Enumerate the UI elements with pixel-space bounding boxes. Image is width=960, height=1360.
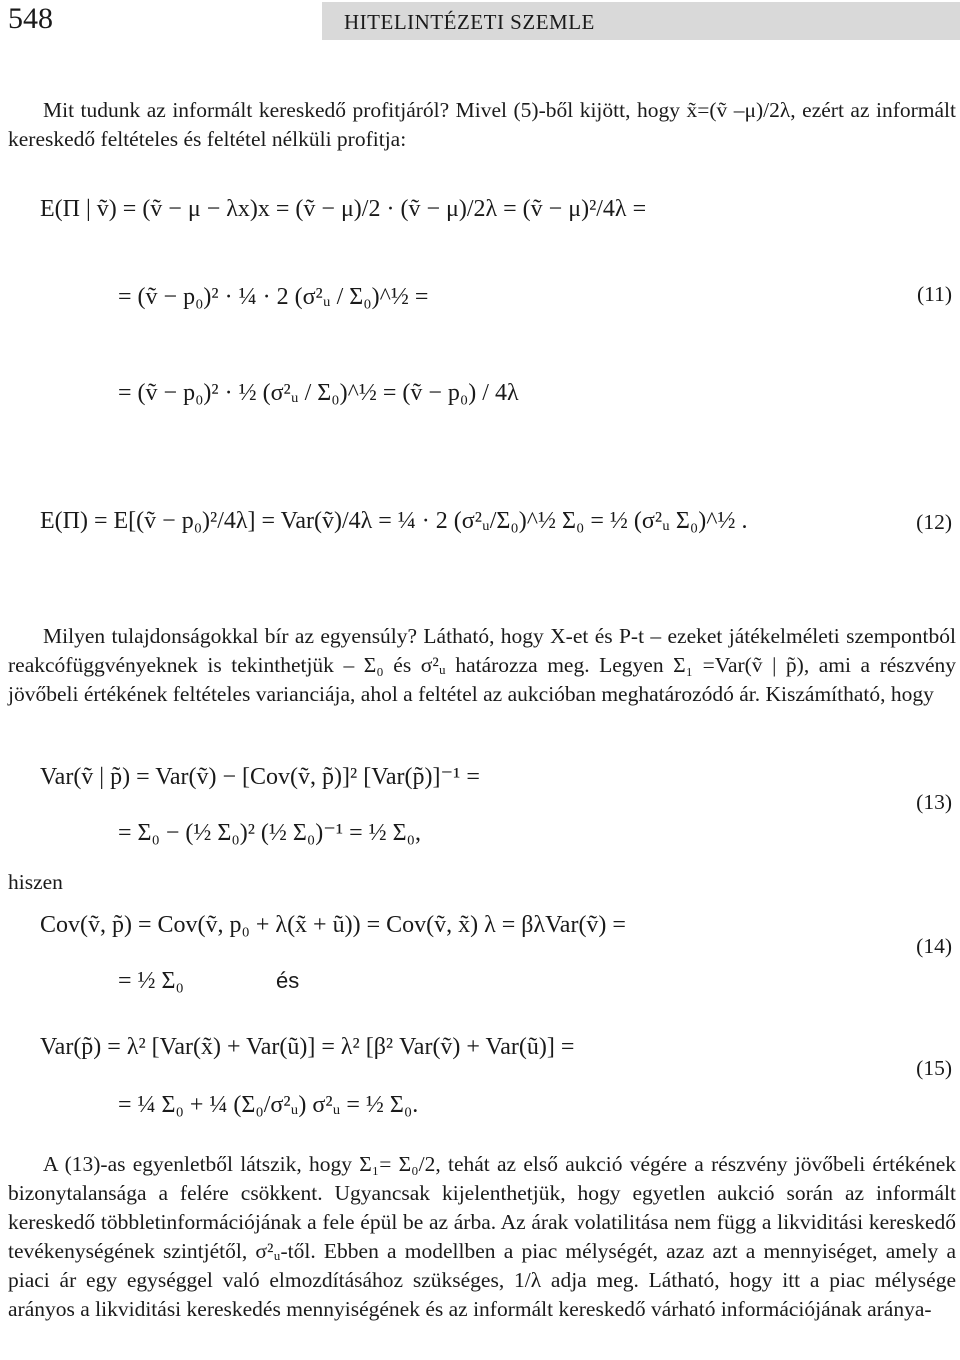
equation-number-14: (14) (916, 934, 952, 958)
journal-title: HITELINTÉZETI SZEMLE (344, 10, 595, 34)
journal-title-box (322, 2, 960, 40)
equation-13-line-1: Var(ṽ | p̃) = Var(ṽ) − [Cov(ṽ, p̃)]² [Var(p̃)]⁻¹ = (40, 764, 480, 790)
equation-13-line-2: = Σ₀ − (½ Σ₀)² (½ Σ₀)⁻¹ = ½ Σ₀, (118, 820, 421, 846)
equation-number-12: (12) (916, 510, 952, 534)
equation-number-15: (15) (916, 1056, 952, 1080)
equation-14-line-2: = ½ Σ₀ (118, 968, 184, 994)
equation-12: E(Π) = E[(ṽ − p₀)²/4λ] = Var(ṽ)/4λ = ¼ · 2 (σ²ᵤ/Σ₀)^½ Σ₀ = ½ (σ²ᵤ Σ₀)^½ . (40, 508, 748, 534)
page-number: 548 (8, 2, 53, 35)
equation-14-line-1: Cov(ṽ, p̃) = Cov(ṽ, p₀ + λ(x̃ + ũ)) = Cov(ṽ, x̃) λ = βλVar(ṽ) = (40, 912, 626, 938)
equation-11-line-3: = (ṽ − p₀)² · ½ (σ²ᵤ / Σ₀)^½ = (ṽ − p₀) / 4λ (118, 380, 519, 406)
equation-15-line-2: = ¼ Σ₀ + ¼ (Σ₀/σ²ᵤ) σ²ᵤ = ½ Σ₀. (118, 1092, 419, 1118)
equation-11-line-1: E(Π | ṽ) = (ṽ − μ − λx)x = (ṽ − μ)/2 · (ṽ − μ)/2λ = (ṽ − μ)²/4λ = (40, 196, 647, 222)
equation-15-line-1: Var(p̃) = λ² [Var(x̃) + Var(ũ)] = λ² [β² Var(ṽ) + Var(ũ)] = (40, 1034, 575, 1060)
equation-11-line-2: = (ṽ − p₀)² · ¼ · 2 (σ²ᵤ / Σ₀)^½ = (118, 284, 429, 310)
equation-number-11: (11) (916, 282, 952, 306)
paragraph-conclusion: A (13)-as egyenletből látszik, hogy Σ₁= Σ₀/2, tehát az első aukció végére a részvény jövőbeli értékének bizonytalansága a felére csökkent. Ugyancsak kijelenthetjük, hogy egyetlen aukció során az informált kereskedő többletinformációjának a fele épül be az árba. Az árak volatilitása nem függ a likviditási kereskedő tevékenységének szintjétől, σ²ᵤ-től. Ebben a modellben a piac mélységét, azaz azt a mennyiséget, amely a piaci ár egy egységgel való elmozdításához szükséges, 1/λ adja meg. Látható, hogy itt a piac mélysége arányos a likviditási kereskedés mennyiségének és az informált kereskedő várható információjának aránya- (8, 1152, 956, 1321)
hiszen-label: hiszen (8, 870, 63, 894)
page-header (0, 0, 960, 44)
equation-number-13: (13) (916, 790, 952, 814)
paragraph-intro: Mit tudunk az informált kereskedő profitjáról? Mivel (5)-ből kijött, hogy x̃=(ṽ –μ)/2λ, ezért az informált kereskedő feltételes és feltétel nélküli profitja: (8, 98, 956, 151)
paragraph-equilibrium: Milyen tulajdonságokkal bír az egyensúly? Látható, hogy X-et és P-t – ezeket játékelméleti szempontból reakcófüggvényeknek is tekinthetjük – Σ₀ és σ²ᵤ határozza meg. Legyen Σ₁ =Var(ṽ | p̃), ami a részvény jövőbeli értékének feltételes varianciája, ahol a feltétel az aukcióban meghatározódó ár. Kiszámítható, hogy (8, 624, 956, 706)
equation-14-es: és (276, 968, 300, 993)
